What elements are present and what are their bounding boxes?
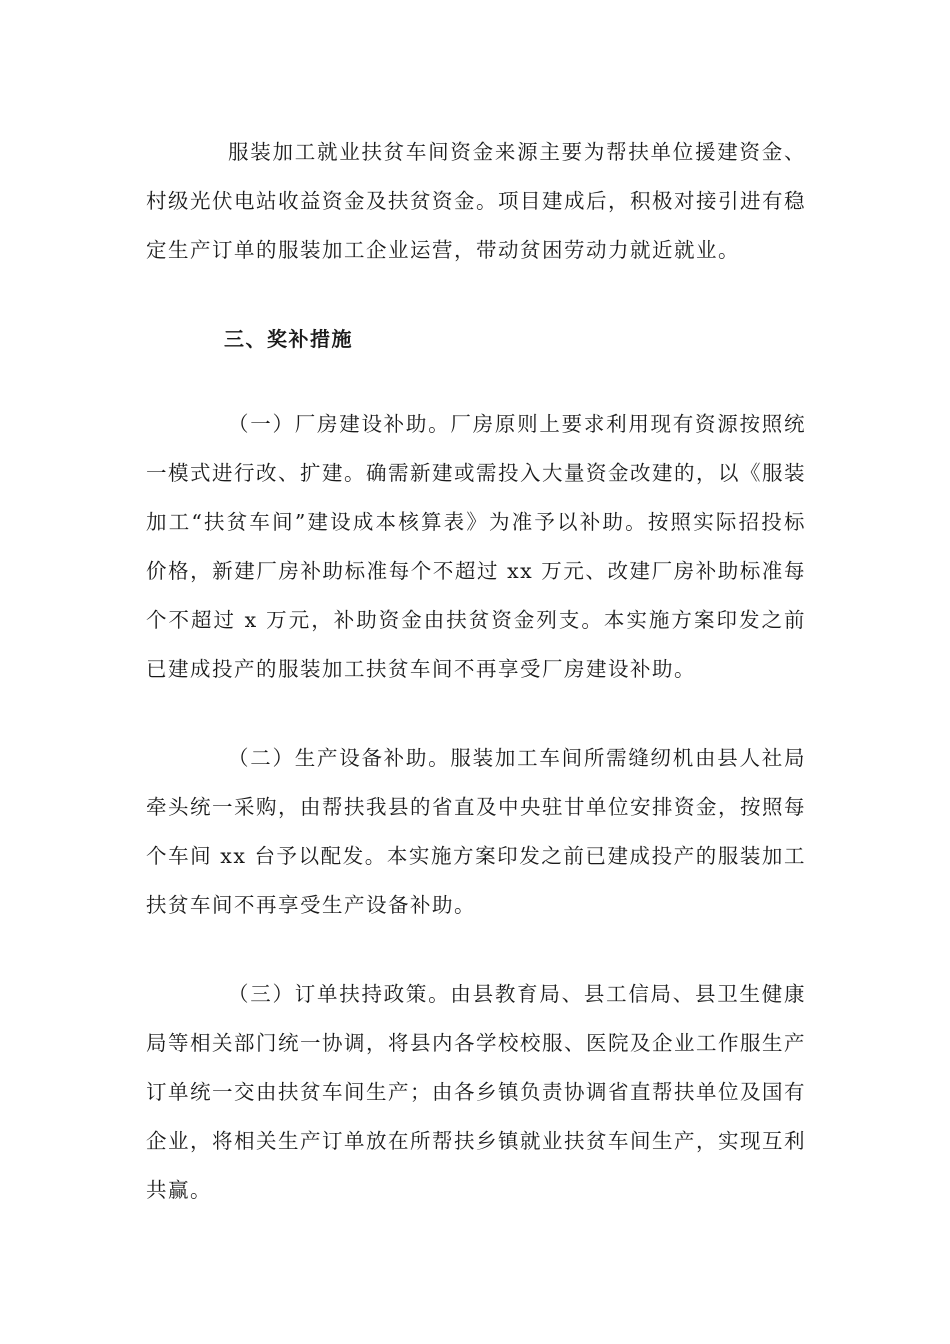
paragraph-item-3: （三）订单扶持政策。由县教育局、县工信局、县卫生健康局等相关部门统一协调，将县内各学校校服、医院及企业工作服生产订单统一交由扶贫车间生产；由各乡镇负责协调省直帮扶单位及国有企业，将相关生产订单放在所帮扶乡镇就业扶贫车间生产，实现互利共赢。: [146, 982, 806, 1202]
spacer: [146, 930, 806, 970]
document-page: [146, 128, 806, 1215]
section-heading: 三、奖补措施: [224, 327, 353, 351]
paragraph-item-1: （一）厂房建设补助。厂房原则上要求利用现有资源按照统一模式进行改、扩建。确需新建或需投入大量资金改建的，以《服装加工“扶贫车间”建设成本核算表》为准予以补助。按照实际招投标价格，新建厂房补助标准每个不超过 xx 万元、改建厂房补助标准每个不超过 x 万元，补助资金由扶贫资金列支。本实施方案印发之前已建成投产的服装加工扶贫车间不再享受厂房建设补助。: [146, 412, 806, 681]
spacer: [146, 275, 806, 315]
paragraph-item-2: （二）生产设备补助。服装加工车间所需缝纫机由县人社局牵头统一采购，由帮扶我县的省直及中央驻甘单位安排资金，按照每个车间 xx 台予以配发。本实施方案印发之前已建成投产的服装加工扶贫车间不再享受生产设备补助。: [146, 746, 806, 917]
spacer: [146, 694, 806, 734]
paragraph-intro: 服装加工就业扶贫车间资金来源主要为帮扶单位援建资金、村级光伏电站收益资金及扶贫资金。项目建成后，积极对接引进有稳定生产订单的服装加工企业运营，带动贫困劳动力就近就业。: [146, 140, 806, 262]
spacer: [146, 364, 806, 400]
